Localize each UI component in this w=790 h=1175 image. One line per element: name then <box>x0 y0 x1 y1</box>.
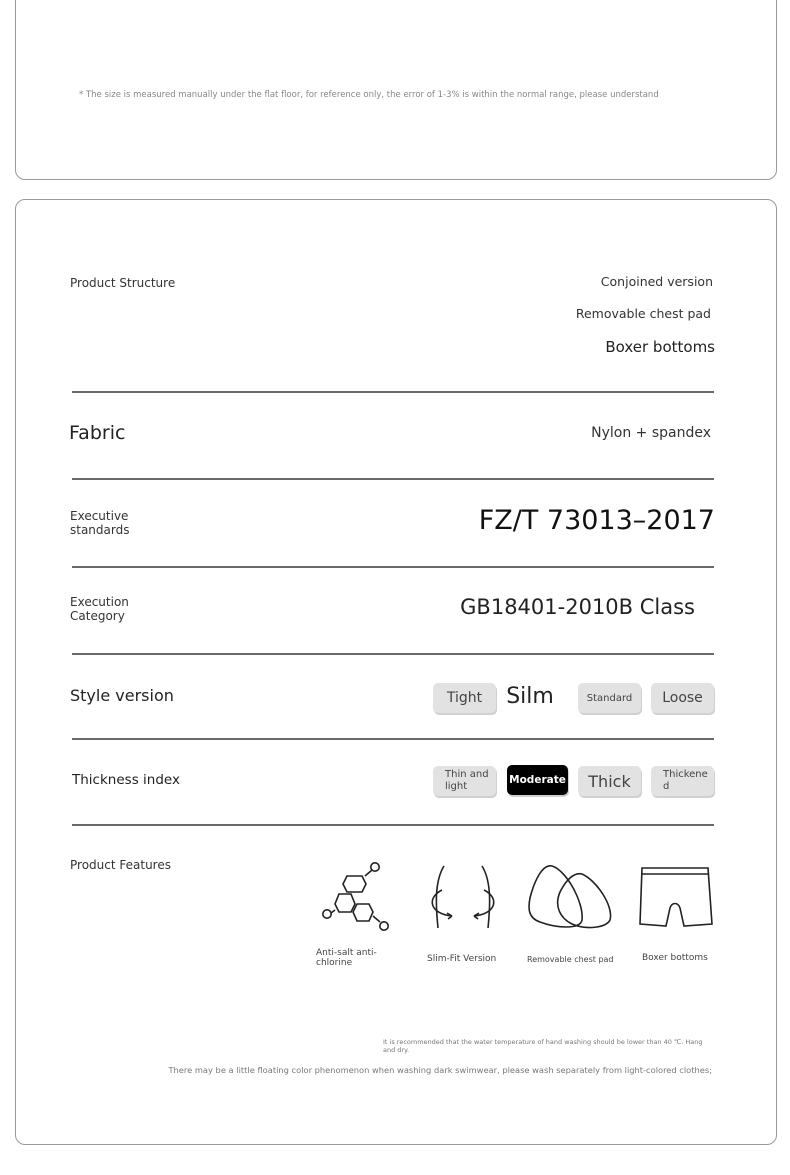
wash-temperature-note: It is recommended that the water temperature of hand washing should be lower than 40 ℃. Hang and dry. <box>383 1038 703 1054</box>
boxer-shorts-icon <box>636 864 716 930</box>
style-option-loose: Loose <box>651 683 714 713</box>
color-fading-note: There may be a little floating color phenomenon when washing dark swimwear, please wash separately from light-colored clothes; <box>168 1065 712 1075</box>
style-version-label: Style version <box>70 686 174 705</box>
thickness-option-thickened: Thickened <box>651 766 714 796</box>
style-option-silm-selected: Silm <box>506 683 554 709</box>
feature-caption: Boxer bottoms <box>642 953 708 963</box>
chest-pad-icon <box>526 862 616 932</box>
structure-item: Conjoined version <box>600 274 713 289</box>
product-features-label: Product Features <box>70 858 171 872</box>
fabric-value: Nylon + spandex <box>591 425 711 441</box>
feature-caption: Anti-salt anti-chlorine <box>316 948 377 968</box>
thickness-option-thick: Thick <box>578 766 641 796</box>
size-measure-note: * The size is measured manually under the flat floor, for reference only, the error of 1-3% is within the normal range, please understand <box>79 90 659 100</box>
divider <box>72 566 714 568</box>
divider <box>72 391 714 393</box>
structure-item: Boxer bottoms <box>605 338 715 356</box>
executive-standards-label: Executive standards <box>70 509 130 537</box>
thickness-option-moderate-selected: Moderate <box>507 765 568 795</box>
size-table-card <box>15 0 777 180</box>
product-structure-label: Product Structure <box>70 276 176 290</box>
style-option-tight: Tight <box>433 683 496 713</box>
style-option-standard: Standard <box>578 683 641 713</box>
execution-category-value: GB18401-2010B Class <box>460 595 695 619</box>
feature-caption: Slim-Fit Version <box>427 954 497 964</box>
feature-caption: Removable chest pad <box>527 955 614 964</box>
fabric-label: Fabric <box>69 422 126 444</box>
thickness-option-thin: Thin and light <box>433 766 496 796</box>
executive-standards-value: FZ/T 73013–2017 <box>478 505 715 536</box>
divider <box>72 653 714 655</box>
structure-item: Removable chest pad <box>575 306 711 321</box>
molecule-icon <box>318 860 394 934</box>
thickness-index-label: Thickness index <box>72 772 180 788</box>
divider <box>72 738 714 740</box>
divider <box>72 478 714 480</box>
slim-fit-icon <box>424 862 502 932</box>
execution-category-label: Execution Category <box>70 595 129 623</box>
divider <box>72 824 714 826</box>
